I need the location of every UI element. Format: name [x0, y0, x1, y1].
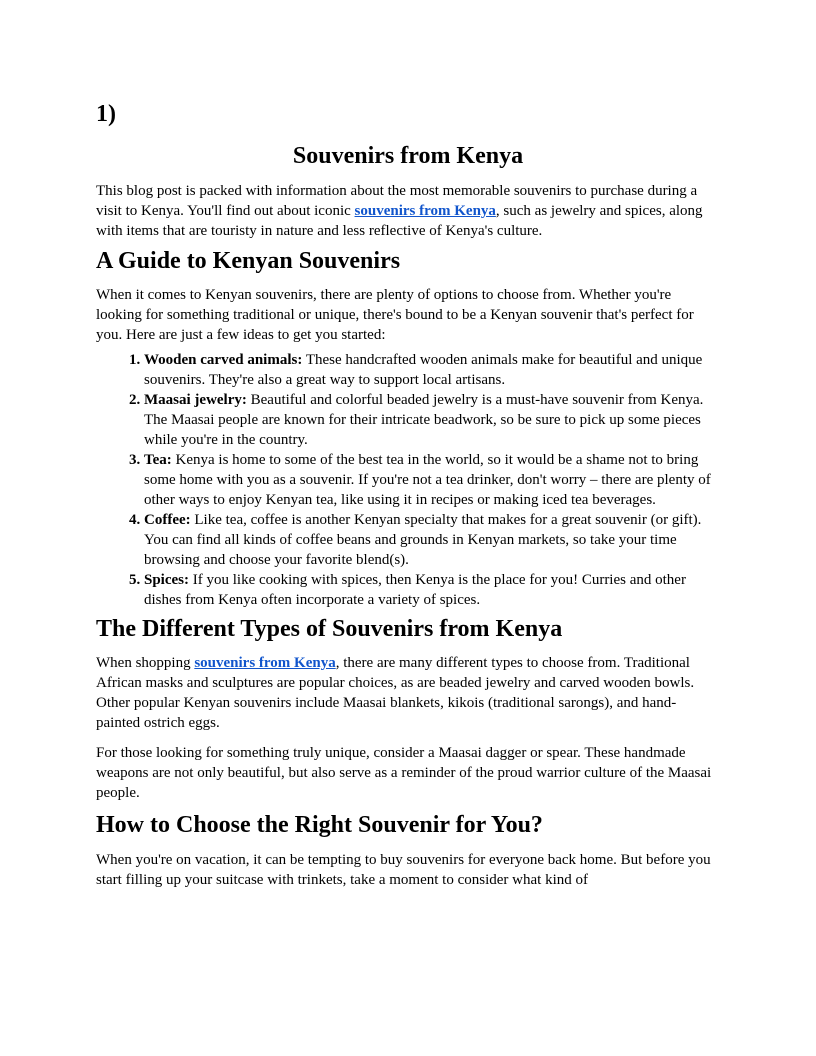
choose-heading: How to Choose the Right Souvenir for You?: [96, 812, 543, 838]
list-item: [144, 510, 720, 570]
list-item-text: Beautiful and colorful beaded jewelry is a must-have souvenir from Kenya. The Maasai people are known for their intricate beadwork, so be sure to pick up some pieces while you're in the country.: [144, 392, 704, 448]
types-paragraph-1: [96, 653, 720, 733]
list-item-term: Spices:: [144, 572, 189, 588]
types-text-after: , there are many different types to choose from. Traditional African masks and sculptures are popular choices, as are beaded jewelry and carved wooden bowls. Other popular Kenyan souvenirs include Maasai blankets, kikois (traditional sarongs), and hand-painted ostrich eggs.: [96, 655, 695, 731]
list-item-term: Coffee:: [144, 512, 191, 528]
list-item-term: Tea:: [144, 452, 172, 468]
types-paragraph-2: For those looking for something truly unique, consider a Maasai dagger or spear. These handmade weapons are not only beautiful, but also serve as a reminder of the proud warrior culture of the Maasai people.: [96, 745, 712, 801]
list-item: [144, 390, 720, 450]
intro-text-after: , such as jewelry and spices, along with items that are touristy in nature and less reflective of Kenya's culture.: [96, 203, 703, 239]
list-item: [144, 350, 720, 390]
choose-paragraph: When you're on vacation, it can be tempting to buy souvenirs for everyone back home. But before you start filling up your suitcase with trinkets, take a moment to consider what kind of: [96, 852, 711, 888]
list-item-term: Wooden carved animals:: [144, 352, 303, 368]
list-item-text: Like tea, coffee is another Kenyan specialty that makes for a great souvenir (or gift). You can find all kinds of coffee beans and grounds in Kenyan markets, so take your time browsing and choose your favorite blend(s).: [144, 512, 702, 568]
list-item-text: Kenya is home to some of the best tea in the world, so it would be a shame not to bring some home with you as a souvenir. If you're not a tea drinker, don't worry – there are plenty of other ways to enjoy Kenyan tea, like using it in recipes or making iced tea beverages.: [144, 452, 711, 508]
guide-paragraph: When it comes to Kenyan souvenirs, there are plenty of options to choose from. Whether you're looking for something traditional or unique, there's bound to be a Kenyan souvenir that's perfect for you. Here are just a few ideas to get you started:: [96, 287, 694, 343]
list-item: [144, 450, 720, 510]
types-text-before: When shopping: [96, 655, 195, 671]
types-souvenirs-link[interactable]: souvenirs from Kenya: [194, 655, 336, 671]
guide-heading: A Guide to Kenyan Souvenirs: [96, 248, 401, 274]
intro-text-before: This blog post is packed with information about the most memorable souvenirs to purchase during a visit to Kenya. You'll find out about iconic: [96, 183, 698, 219]
list-item-text: These handcrafted wooden animals make for beautiful and unique souvenirs. They're also a great way to support local artisans.: [144, 352, 703, 388]
types-heading: The Different Types of Souvenirs from Kenya: [96, 616, 563, 642]
list-item: [144, 570, 720, 610]
page-title: Souvenirs from Kenya: [292, 143, 524, 169]
document-page: [96, 96, 720, 890]
section-number: 1): [96, 101, 116, 127]
intro-souvenirs-link[interactable]: souvenirs from Kenya: [354, 203, 496, 219]
souvenir-list: [96, 350, 720, 610]
list-item-text: If you like cooking with spices, then Kenya is the place for you! Curries and other dishes from Kenya often incorporate a variety of spices.: [144, 572, 686, 608]
list-item-term: Maasai jewelry:: [144, 392, 247, 408]
intro-paragraph: [96, 181, 720, 241]
